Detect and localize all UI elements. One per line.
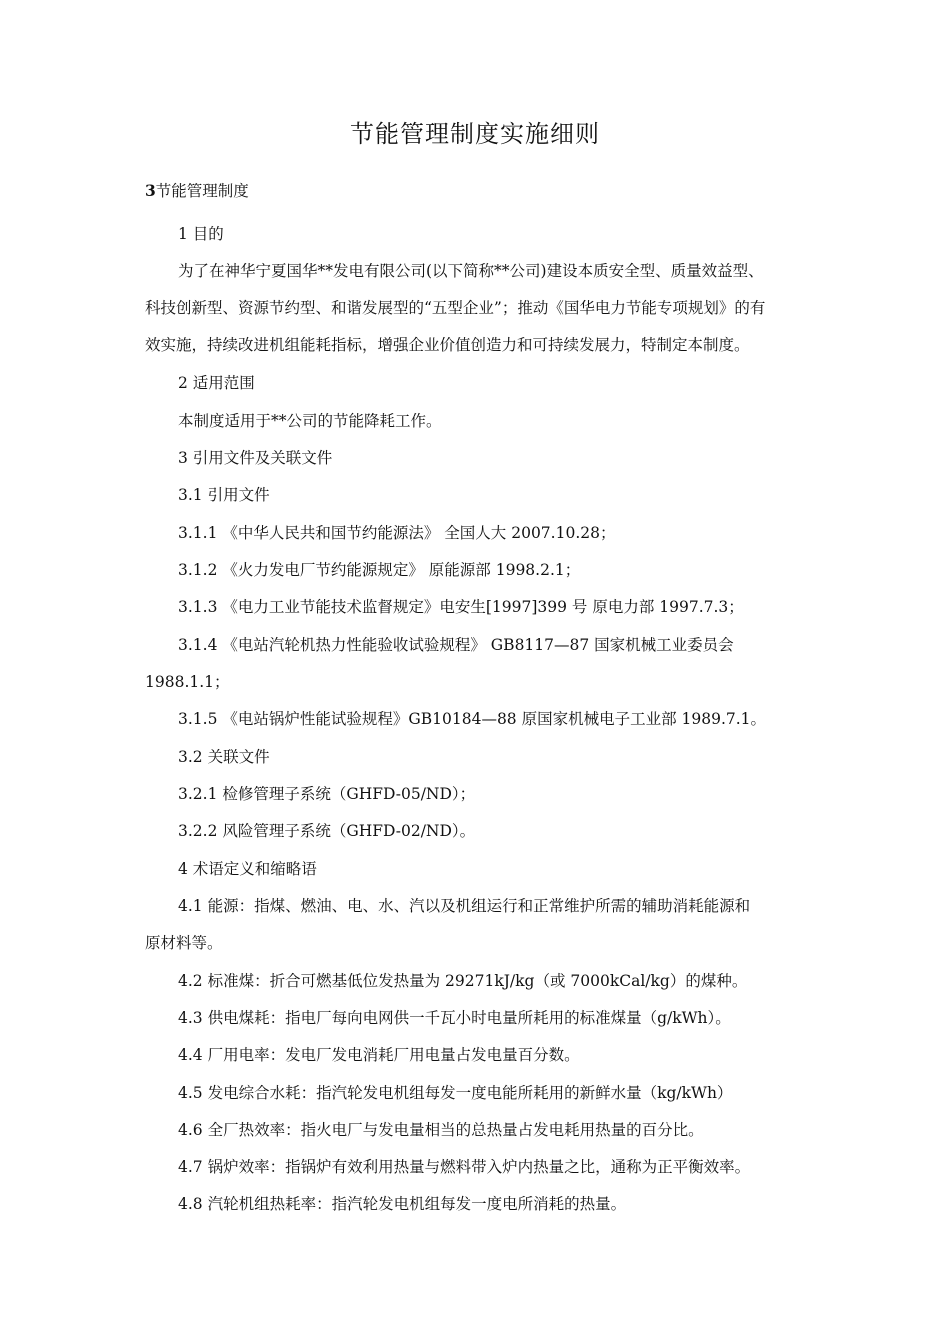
definition-item: 4.8 汽轮机组热耗率：指汽轮发电机组每发一度电所消耗的热量。 <box>178 1195 627 1213</box>
definition-item: 4.2 标准煤：折合可燃基低位发热量为 29271kJ/kg（或 7000kCal/kg）的煤种。 <box>178 972 748 990</box>
heading-scope: 2 适用范围 <box>178 374 255 392</box>
subheading: 3.2 关联文件 <box>178 748 270 766</box>
definition-item: 4.4 厂用电率：发电厂发电消耗厂用电量占发电量百分数。 <box>178 1046 580 1064</box>
definition-item: 4.1 能源：指煤、燃油、电、水、汽以及机组运行和正常维护所需的辅助消耗能源和 <box>178 897 751 915</box>
definition-continuation: 原材料等。 <box>145 934 223 952</box>
subheading: 3.1 引用文件 <box>178 486 270 504</box>
list-item: 3.1.5 《电站锅炉性能试验规程》GB10184—88 原国家机械电子工业部 1989.7.1。 <box>178 710 767 728</box>
section-number: 3 <box>145 181 156 200</box>
list-item: 3.2.1 检修管理子系统（GHFD-05/ND）； <box>178 785 476 803</box>
paragraph-line: 效实施，持续改进机组能耗指标，增强企业价值创造力和可持续发展力，特制定本制度。 <box>145 336 750 354</box>
definition-item: 4.7 锅炉效率：指锅炉有效利用热量与燃料带入炉内热量之比，通称为正平衡效率。 <box>178 1158 751 1176</box>
section-title: 节能管理制度 <box>155 182 249 200</box>
definition-item: 4.5 发电综合水耗：指汽轮发电机组每发一度电能所耗用的新鲜水量（kg/kWh） <box>178 1084 733 1102</box>
definition-item: 4.3 供电煤耗：指电厂每向电网供一千瓦小时电量所耗用的标准煤量（g/kWh）。 <box>178 1009 731 1027</box>
list-item: 3.1.1 《中华人民共和国节约能源法》 全国人大 2007.10.28； <box>178 524 616 542</box>
heading-references: 3 引用文件及关联文件 <box>178 449 333 467</box>
section-heading <box>145 180 249 202</box>
list-item: 3.1.3 《电力工业节能技术监督规定》电安生[1997]399 号 原电力部 1997.7.3； <box>178 598 744 616</box>
heading-terms: 4 术语定义和缩略语 <box>178 860 317 878</box>
paragraph-line: 科技创新型、资源节约型、和谐发展型的“五型企业”；推动《国华电力节能专项规划》的有 <box>145 299 766 317</box>
definition-item: 4.6 全厂热效率：指火电厂与发电量相当的总热量占发电耗用热量的百分比。 <box>178 1121 704 1139</box>
paragraph-line: 本制度适用于**公司的节能降耗工作。 <box>178 412 442 430</box>
list-item: 3.1.4 《电站汽轮机热力性能验收试验规程》 GB8117—87 国家机械工业委员会 <box>178 636 734 654</box>
document-title: 节能管理制度实施细则 <box>350 120 600 148</box>
list-item: 3.2.2 风险管理子系统（GHFD-02/ND）。 <box>178 822 476 840</box>
list-item: 3.1.2 《火力发电厂节约能源规定》 原能源部 1998.2.1； <box>178 561 581 579</box>
list-item-continuation: 1988.1.1； <box>145 673 230 691</box>
heading-purpose: 1 目的 <box>178 225 224 243</box>
paragraph-line: 为了在神华宁夏国华**发电有限公司(以下简称**公司)建设本质安全型、质量效益型、 <box>178 262 764 280</box>
